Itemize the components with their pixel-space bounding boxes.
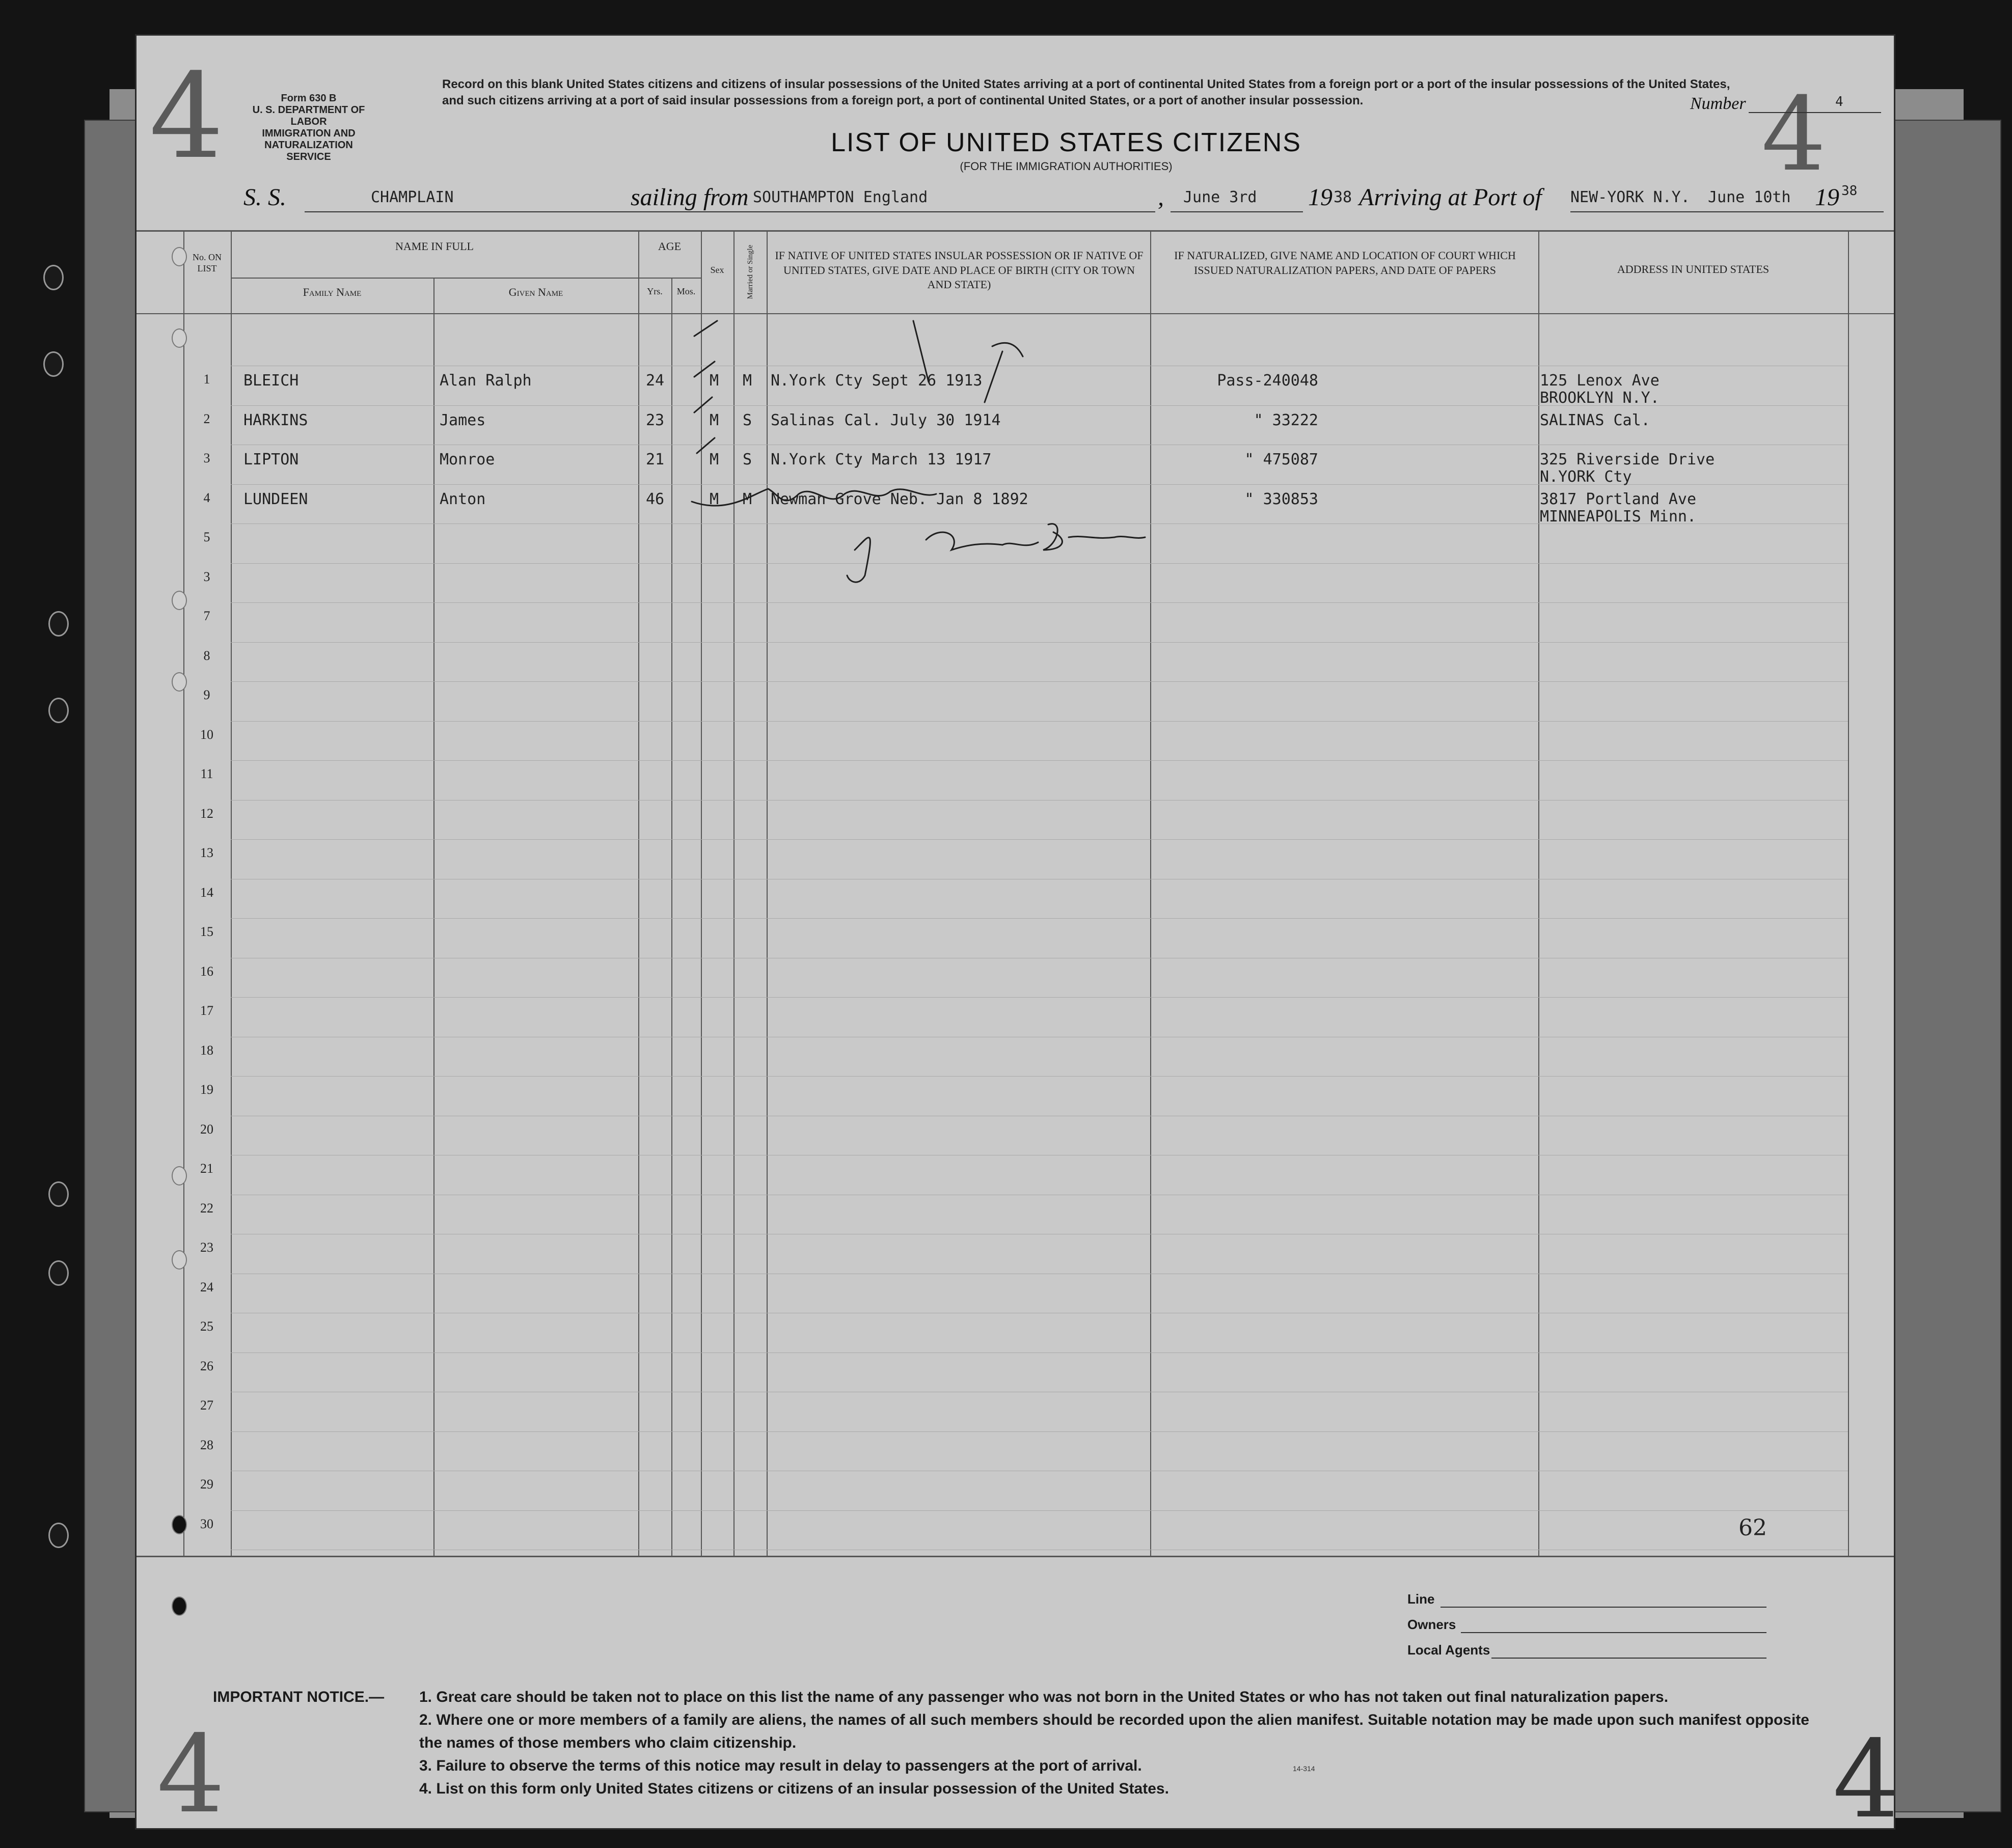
- form-number: Form 630 B: [281, 93, 337, 104]
- row-number: 9: [203, 687, 210, 702]
- sex-cell: M: [710, 490, 719, 508]
- row-number: 29: [200, 1477, 213, 1492]
- row-number: 12: [200, 806, 213, 821]
- row-number: 18: [200, 1042, 213, 1058]
- header-birth-place: IF NATIVE OF UNITED STATES INSULAR POSSESSION OR IF NATIVE OF UNITED STATES, GIVE DATE AND PLACE OF BIRTH (CITY OR TOWN AND STATE): [775, 249, 1144, 291]
- punch-hole: [172, 1250, 187, 1270]
- row-number: 3: [203, 451, 210, 465]
- naturalization-cell: " 475087: [1244, 451, 1318, 468]
- row-number: 20: [200, 1121, 213, 1137]
- given-name-cell: James: [440, 411, 486, 429]
- footer-local-agents-label: Local Agents: [1407, 1642, 1490, 1658]
- notice-item-4: 4. List on this form only United States citizens or citizens of an insular possession of the United States.: [419, 1780, 1169, 1797]
- ss-label: S. S.: [243, 184, 286, 211]
- row-number: 30: [200, 1516, 213, 1531]
- header-name-in-full: NAME IN FULL: [395, 240, 474, 253]
- given-name-cell: Alan Ralph: [440, 372, 532, 390]
- notice-item-1: 1. Great care should be taken not to place on this list the name of any passenger who was not born in the United States or who has not taken out final naturalization papers.: [419, 1689, 1669, 1705]
- punch-hole: [172, 1596, 187, 1616]
- row-number: 5: [203, 530, 210, 544]
- sex-cell: M: [710, 372, 719, 390]
- row-number: 16: [200, 963, 213, 979]
- punch-hole: [172, 672, 187, 692]
- departure-port: SOUTHAMPTON England: [753, 188, 928, 206]
- punch-hole: [172, 1515, 187, 1534]
- age-years-cell: 24: [646, 372, 665, 390]
- corner-number-bottom-left: 4: [157, 1712, 225, 1837]
- row-number: 27: [200, 1398, 213, 1413]
- binder-hole: [48, 1181, 69, 1207]
- naturalization-cell: " 330853: [1244, 490, 1318, 508]
- row-number: 26: [200, 1358, 213, 1373]
- footer-line-label: Line: [1407, 1591, 1435, 1607]
- number-label: Number: [1690, 94, 1746, 113]
- manifest-page: [137, 36, 1901, 1842]
- check-mark: [694, 397, 712, 412]
- ship-name: CHAMPLAIN: [371, 188, 454, 206]
- header-naturalization: IF NATURALIZED, GIVE NAME AND LOCATION OF COURT WHICH ISSUED NATURALIZATION PAPERS, AND DATE OF PAPERS: [1174, 249, 1516, 277]
- notice-heading: IMPORTANT NOTICE.—: [213, 1689, 385, 1705]
- footer-owners-label: Owners: [1407, 1617, 1456, 1632]
- page-number: 62: [1738, 1515, 1767, 1541]
- row-number: 24: [200, 1279, 213, 1294]
- pen-stroke: [992, 343, 1023, 356]
- address-line-2-cell: BROOKLYN N.Y.: [1540, 389, 1660, 407]
- binder-hole: [48, 1523, 69, 1548]
- signature-stroke: [1069, 537, 1145, 538]
- sex-cell: M: [710, 451, 719, 468]
- row-number: 10: [200, 727, 213, 742]
- birth-place-date-cell: N.York Cty March 13 1917: [771, 451, 992, 468]
- binder-hole: [48, 698, 69, 723]
- row-number: 28: [200, 1437, 213, 1452]
- binder-hole: [43, 351, 64, 377]
- signature-stroke: [692, 489, 936, 506]
- punch-hole: [172, 1166, 187, 1185]
- binder-hole: [43, 265, 64, 290]
- binder-hole: [48, 611, 69, 637]
- birth-place-date-cell: Newman Grove Neb. Jan 8 1892: [771, 490, 1028, 508]
- comma-1: ,: [1158, 184, 1164, 211]
- marital-status-cell: S: [743, 411, 752, 429]
- header-no-on-list: No. ON LIST: [193, 252, 222, 273]
- punch-hole: [172, 247, 187, 266]
- pen-stroke: [913, 321, 929, 382]
- arrival-year-prefix: 19: [1815, 184, 1839, 211]
- punch-hole: [172, 328, 187, 348]
- punch-hole: [172, 591, 187, 610]
- address-line-1-cell: 3817 Portland Ave: [1540, 490, 1697, 508]
- row-number: 11: [200, 766, 213, 781]
- notice-item-2: 2. Where one or more members of a family are aliens, the names of all such members should be recorded upon the alien manifest. Suitable notation may be made upon such manifest opposite the names of those members who claim citizenship.: [419, 1712, 1809, 1751]
- header-age: AGE: [658, 240, 682, 253]
- header-mos: Mos.: [676, 286, 696, 296]
- year-prefix: 19: [1308, 184, 1333, 211]
- form-department: U. S. DEPARTMENT OF LABOR: [252, 104, 365, 127]
- marital-status-cell: S: [743, 451, 752, 468]
- age-years-cell: 46: [646, 490, 665, 508]
- header-married-or-single: Married or Single: [746, 244, 754, 299]
- address-line-1-cell: SALINAS Cal.: [1540, 411, 1650, 429]
- check-mark: [697, 438, 715, 453]
- signature-stroke: [1043, 524, 1062, 550]
- binder-hole: [48, 1260, 69, 1286]
- arriving-label: Arriving at Port of: [1359, 184, 1542, 211]
- birth-place-date-cell: N.York Cty Sept 26 1913: [771, 372, 983, 390]
- row-number: 22: [200, 1200, 213, 1216]
- row-number: 15: [200, 924, 213, 939]
- arrival-date: June 10th: [1708, 188, 1791, 206]
- page-title: LIST OF UNITED STATES CITIZENS: [831, 128, 1301, 157]
- row-number: 14: [200, 885, 213, 900]
- given-name-cell: Monroe: [440, 451, 495, 468]
- sailing-year: 38: [1334, 188, 1352, 206]
- notice-items: [419, 1686, 1815, 1800]
- birth-place-date-cell: Salinas Cal. July 30 1914: [771, 411, 1001, 429]
- marital-status-cell: M: [743, 372, 752, 390]
- corner-number-top-right: 4: [1761, 75, 1827, 194]
- check-mark: [694, 362, 715, 377]
- age-years-cell: 23: [646, 411, 665, 429]
- page-subtitle: (FOR THE IMMIGRATION AUTHORITIES): [960, 160, 1173, 173]
- given-name-cell: Anton: [440, 490, 486, 508]
- signature-stroke: [926, 532, 1038, 550]
- sailing-date: June 3rd: [1183, 188, 1257, 206]
- address-line-1-cell: 325 Riverside Drive: [1540, 451, 1715, 468]
- naturalization-cell: Pass-240048: [1217, 372, 1318, 390]
- marital-status-cell: M: [743, 490, 752, 508]
- row-number: 4: [203, 490, 210, 505]
- pen-stroke: [985, 351, 1002, 402]
- arrival-year: 38: [1841, 183, 1858, 199]
- signature-stroke: [847, 538, 870, 583]
- header-yrs: Yrs.: [647, 286, 663, 296]
- corner-number-top-left: 4: [149, 49, 224, 185]
- row-number: 19: [200, 1082, 213, 1097]
- record-instructions: Record on this blank United States citizens and citizens of insular possessions of the United States arriving at a port of continental United States from a foreign port or a port of the insular possessions of the United States, and such citizens arriving at a port of said insular possessions from a foreign port, a port of continental United States, or a port of another insular possession.: [442, 77, 1730, 108]
- family-name-cell: BLEICH: [243, 372, 299, 390]
- row-number: 21: [200, 1161, 213, 1176]
- row-number: 23: [200, 1240, 213, 1255]
- form-service: IMMIGRATION AND NATURALIZATION SERVICE: [262, 128, 356, 162]
- row-number: 17: [200, 1003, 213, 1018]
- row-number: 13: [200, 845, 213, 860]
- row-number: 1: [203, 372, 210, 387]
- header-given-name: Given Name: [508, 286, 563, 298]
- row-number: 25: [200, 1319, 213, 1334]
- address-line-2-cell: MINNEAPOLIS Minn.: [1540, 507, 1697, 526]
- header-family-name: Family Name: [303, 286, 362, 298]
- notice-print-code: 14-314: [1293, 1764, 1315, 1773]
- header-sex: Sex: [710, 265, 724, 275]
- row-number: 3: [203, 569, 210, 584]
- family-name-cell: HARKINS: [243, 411, 308, 429]
- age-years-cell: 21: [646, 451, 665, 468]
- handwritten-annotations: [137, 36, 1894, 1563]
- row-number: 8: [203, 648, 210, 663]
- family-name-cell: LUNDEEN: [243, 490, 308, 508]
- naturalization-cell: " 33222: [1254, 411, 1318, 429]
- row-number: 7: [203, 609, 210, 623]
- number-value: 4: [1835, 94, 1843, 109]
- address-line-1-cell: 125 Lenox Ave: [1540, 372, 1660, 390]
- row-number: 2: [203, 411, 210, 426]
- corner-number-bottom-right: 4: [1833, 1717, 1901, 1842]
- address-line-2-cell: N.YORK Cty: [1540, 468, 1632, 486]
- arrival-port: NEW-YORK N.Y.: [1570, 188, 1690, 206]
- family-name-cell: LIPTON: [243, 451, 299, 468]
- sailing-label: sailing from: [631, 184, 749, 211]
- check-mark: [694, 321, 717, 336]
- notice-item-3: 3. Failure to observe the terms of this notice may result in delay to passengers at the port of arrival.: [419, 1757, 1142, 1774]
- sex-cell: M: [710, 411, 719, 429]
- header-address: ADDRESS IN UNITED STATES: [1617, 263, 1770, 275]
